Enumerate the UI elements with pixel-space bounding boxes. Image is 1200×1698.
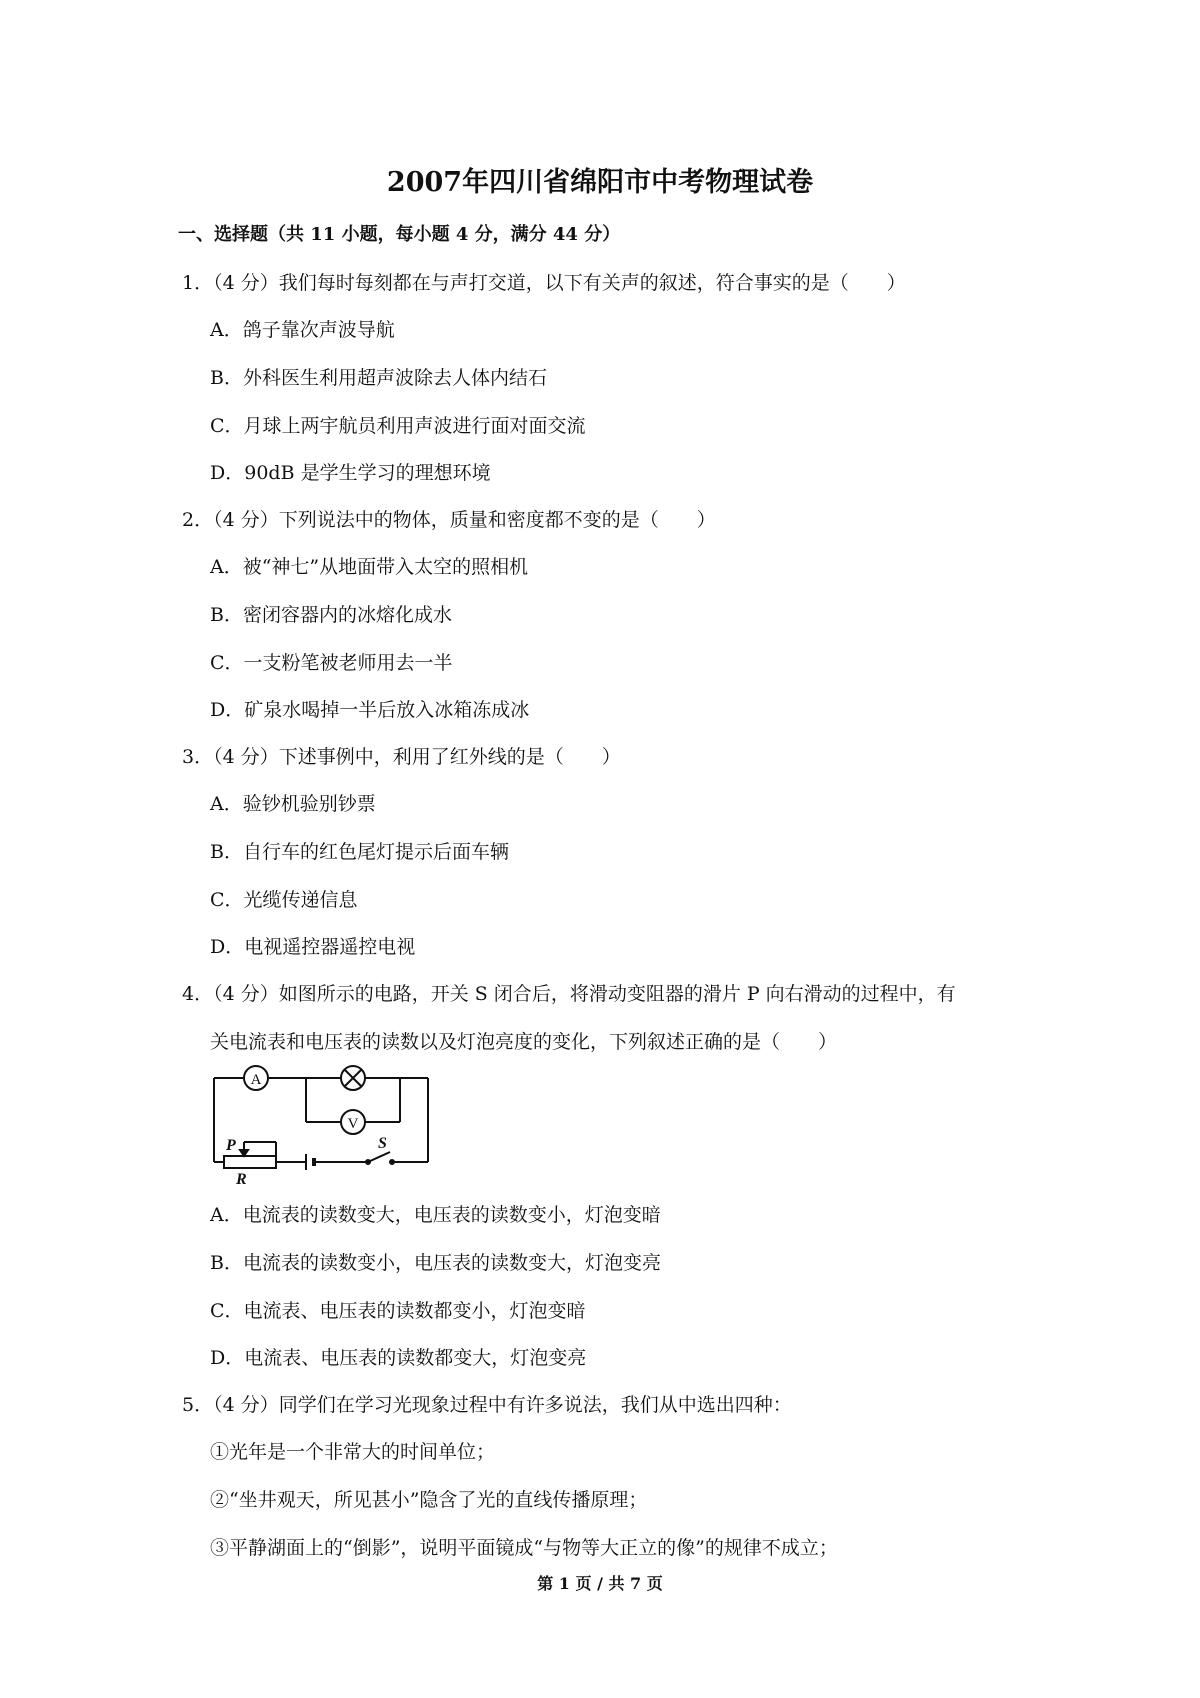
question-3-option-d: D．电视遥控器遥控电视	[210, 936, 416, 958]
page-footer: 第 1 页 / 共 7 页	[537, 1574, 663, 1593]
question-2-option-c: C．一支粉笔被老师用去一半	[210, 652, 453, 674]
rheostat-symbol	[224, 1156, 276, 1168]
question-5-statement-1: ①光年是一个非常大的时间单位；	[210, 1441, 496, 1463]
question-1-option-b: B．外科医生利用超声波除去人体内结石	[210, 367, 547, 389]
question-1-stem: 1．（4 分）我们每时每刻都在与声打交道，以下有关声的叙述，符合事实的是（ ）	[182, 272, 906, 294]
question-4-option-d: D．电流表、电压表的读数都变大，灯泡变亮	[210, 1347, 587, 1369]
question-1-option-a: A．鸽子靠次声波导航	[210, 319, 395, 341]
question-5-stem: 5．（4 分）同学们在学习光现象过程中有许多说法，我们从中选出四种：	[182, 1394, 792, 1416]
question-3-option-c: C．光缆传递信息	[210, 889, 358, 911]
section-heading: 一、选择题（共 11 小题，每小题 4 分，满分 44 分）	[178, 224, 621, 245]
question-5-statement-3: ③平静湖面上的“倒影”，说明平面镜成“与物等大正立的像”的规律不成立；	[210, 1537, 838, 1559]
switch-label: S	[378, 1135, 387, 1152]
switch-blade	[368, 1152, 390, 1162]
question-3-option-b: B．自行车的红色尾灯提示后面车辆	[210, 841, 509, 863]
question-1-option-c: C．月球上两宇航员利用声波进行面对面交流	[210, 415, 586, 437]
question-4-stem: 4．（4 分）如图所示的电路，开关 S 闭合后，将滑动变阻器的滑片 P 向右滑动的过程中，有	[182, 983, 956, 1005]
question-1-option-d: D．90dB 是学生学习的理想环境	[210, 462, 491, 484]
question-3-stem: 3．（4 分）下述事例中，利用了红外线的是（ ）	[182, 746, 621, 768]
ammeter-label: A	[250, 1072, 262, 1088]
question-3-option-a: A．验钞机验别钞票	[210, 793, 376, 815]
question-2-option-d: D．矿泉水喝掉一半后放入冰箱冻成冰	[210, 699, 530, 721]
resistor-label: R	[236, 1171, 247, 1188]
question-4-option-b: B．电流表的读数变小，电压表的读数变大，灯泡变亮	[210, 1252, 661, 1274]
circuit-diagram	[206, 1068, 442, 1188]
question-4-option-c: C．电流表、电压表的读数都变小，灯泡变暗	[210, 1300, 586, 1322]
slider-label: P	[226, 1137, 236, 1154]
voltmeter-label: V	[347, 1116, 359, 1132]
page-title: 2007年四川省绵阳市中考物理试卷	[386, 167, 814, 198]
question-2-option-a: A．被“神七”从地面带入太空的照相机	[210, 556, 529, 578]
question-2-stem: 2．（4 分）下列说法中的物体，质量和密度都不变的是（ ）	[182, 509, 716, 531]
question-5-statement-2: ②“坐井观天，所见甚小”隐含了光的直线传播原理；	[210, 1489, 648, 1511]
question-4-stem-continued: 关电流表和电压表的读数以及灯泡亮度的变化，下列叙述正确的是（ ）	[210, 1031, 838, 1053]
question-2-option-b: B．密闭容器内的冰熔化成水	[210, 604, 452, 626]
question-4-option-a: A．电流表的读数变大，电压表的读数变小，灯泡变暗	[210, 1204, 661, 1226]
